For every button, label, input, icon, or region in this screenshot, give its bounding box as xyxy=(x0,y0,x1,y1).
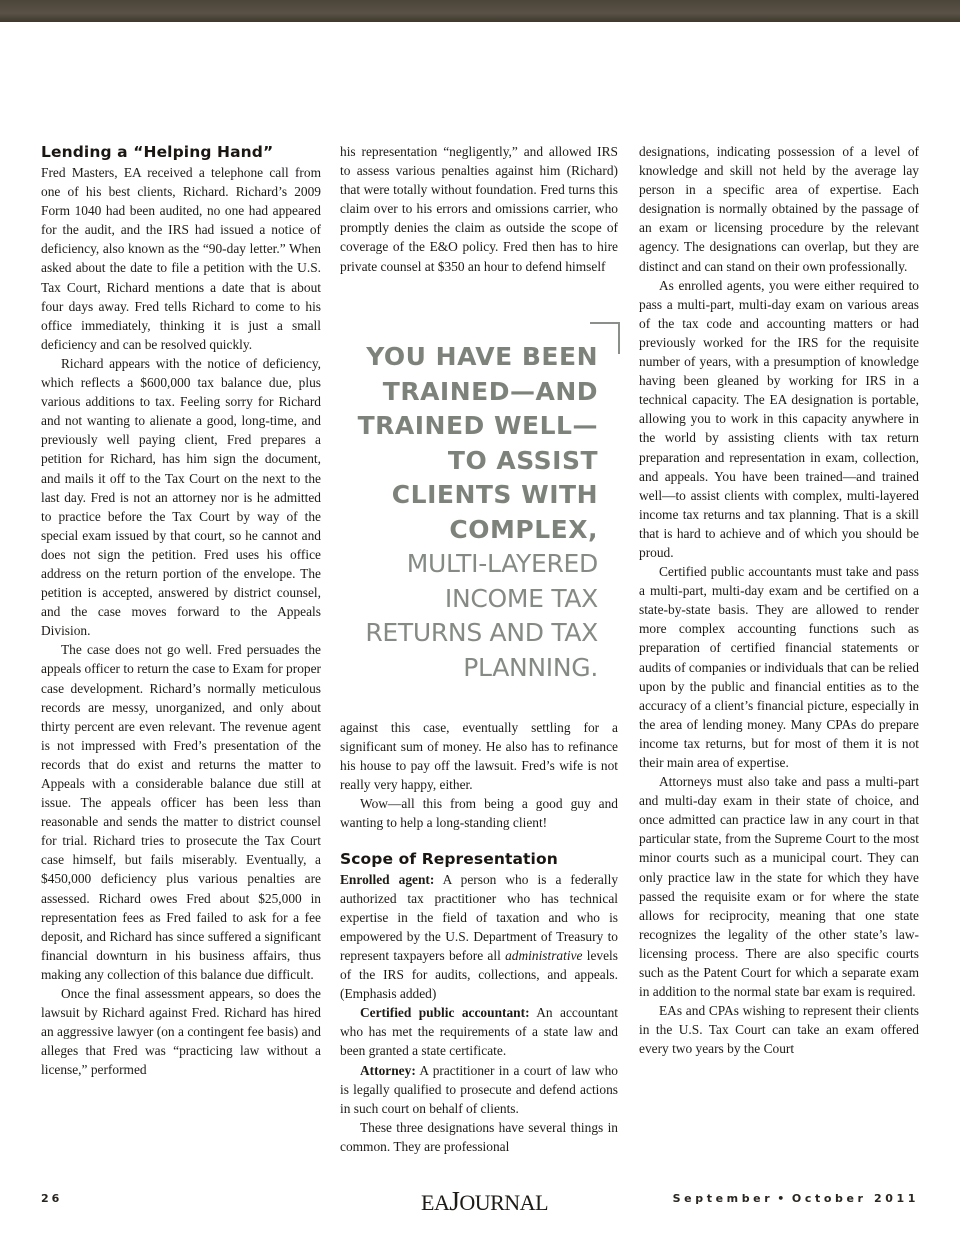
pull-quote-line: TRAINED—AND xyxy=(382,376,598,406)
pull-quote-line: PLANNING. xyxy=(463,652,598,682)
paragraph: Wow—all this from being a good guy and wanting to help a long-standing client! xyxy=(340,796,618,831)
issue-month-start: September xyxy=(672,1192,774,1205)
definition-text: A practitioner in a court of law who is legally qualified to prosecute and defend actions in such court on behalf of clients. xyxy=(340,1062,618,1116)
pull-quote-line: YOU HAVE BEEN xyxy=(366,342,598,371)
separator-dot: • xyxy=(777,1192,788,1205)
paragraph: EAs and CPAs wishing to represent their clients in the U.S. Tax Court can take an exam offered every two years by the Court xyxy=(639,1003,919,1057)
paragraph: Richard appears with the notice of deficiency, which reflects a $600,000 tax balance due, plus various additions to tax. Feeling sorry for Richard and not wanting to alienate a good, long-time, and previously well paying client, Fred prepares a petition for Richard, has him sign the document, and mails it off to the Tax Court on the next to the last day. Fred is not an attorney nor is he admitted to practice before the Tax Court by way of the special exam issued by that court, so he cannot and does not sign the petition. Fred uses his office address on the return portion of the envelope. The petition is accepted, answered by district counsel, and the case moves forward to the Appeals Division. xyxy=(41,355,321,639)
paragraph: Certified public accountants must take and pass a multi-part, multi-day exam and be certified on a state-by-state basis. They are allowed to render more complex accounting functions such as preparation of certified financial statements or audits of companies or individuals that can be relied upon by the public and financial entities as to the accuracy of a client’s financial picture, especially in the area of lending money. Many CPAs do prepare income tax returns, but for most of them it is not their main area of expertise. xyxy=(639,564,919,770)
section-heading: Scope of Representation xyxy=(340,849,558,868)
paragraph: Once the final assessment appears, so does the lawsuit by Richard against Fred. Richard has hired an aggressive lawyer (on a contingent fee basis) and alleges that Fred was “practicing law without a license,” performed xyxy=(41,986,321,1078)
column-1 xyxy=(41,142,321,1080)
pull-quote-line: MULTI-LAYERED xyxy=(406,549,598,578)
pull-quote-text xyxy=(328,340,598,685)
pull-quote-line: RETURNS AND TAX xyxy=(365,618,598,647)
definition-term: Enrolled agent: xyxy=(340,871,435,887)
top-banner xyxy=(0,0,960,22)
paragraph: These three designations have several things in common. They are professional xyxy=(340,1119,618,1154)
section-heading: Lending a “Helping Hand” xyxy=(41,143,274,161)
definition-emphasis: administrative xyxy=(505,947,583,963)
issue-date xyxy=(673,1192,919,1205)
pull-quote-line: TRAINED WELL— xyxy=(357,411,598,440)
paragraph: his representation “negligently,” and allowed IRS to assess various penalties against him (Richard) that were totally without foundation. Fred turns this claim over to his errors and omissions carrier, who promptly denies the claim as outside the scope of coverage of the E&O policy. Fred then has to hire private counsel at $350 an hour to defend himself xyxy=(340,144,618,274)
definition-term: Attorney: xyxy=(360,1062,416,1078)
logo-j: J xyxy=(449,1186,460,1216)
column-3 xyxy=(639,142,919,1059)
paragraph: designations, indicating possession of a level of knowledge and skill not held by the average lay person in a specific area of expertise. Each designation is normally obtained by the passage of an exam or licensing procedure by the relevant agency. The designations can overlap, but they are distinct and can stand on their own professionally. xyxy=(639,144,919,274)
page-number: 26 xyxy=(41,1192,63,1205)
logo-ournal: OURNAL xyxy=(459,1190,549,1215)
issue-month-end: October 2011 xyxy=(791,1192,919,1205)
pull-quote-line: COMPLEX, xyxy=(449,514,598,544)
pull-quote-line: CLIENTS WITH xyxy=(391,480,598,509)
pull-quote-line: TO ASSIST xyxy=(447,445,598,475)
paragraph: Fred Masters, EA received a telephone call from one of his best clients, Richard. Richard’s 2009 Form 1040 had been audited, no one had appeared for the audit, and the IRS had issued a notice of deficiency, also known as the “90-day letter.” When asked about the date to file a petition with the U.S. Tax Court, Richard mentions a date that is about four days away. Fred tells Richard to come to his office immediately, thinking it is just a small deficiency and can be resolved quickly. xyxy=(41,165,321,352)
definition-text: levels of the IRS for audits, collections, and appeals. (Emphasis added) xyxy=(340,947,618,1002)
column-2-top xyxy=(340,142,618,276)
definition-attorney xyxy=(340,1061,618,1118)
column-2-bottom xyxy=(340,718,618,1156)
pull-quote xyxy=(340,322,620,692)
definition-cpa xyxy=(340,1003,618,1060)
paragraph: As enrolled agents, you were either required to pass a multi-part, multi-day exam on various areas of the tax code and accounting matters or had previously worked for the IRS for the requisite number of years, with a presumption of knowledge having been gleaned by working for IRS in a technical capacity. The EA designation is portable, allowing you to work in this capacity anywhere in the world by assisting clients with tax return preparation and representation in exam, collection, and appeals. You have been trained—and trained well—to assist clients with complex, multi-layered income tax returns and tax planning. That is a skill that is hard to achieve and of which you should be proud. xyxy=(639,277,919,560)
journal-logo xyxy=(421,1186,548,1217)
definition-term: Certified public accountant: xyxy=(360,1005,530,1021)
definition-text: An accountant who has met the requirements of a state law and been granted a state certificate. xyxy=(340,1005,618,1059)
definition-enrolled-agent xyxy=(340,870,618,1004)
paragraph: The case does not go well. Fred persuades the appeals officer to return the case to Exam for proper case development. Richard’s normally meticulous records are messy, unorganized, and only about thirty percent are even relevant. The revenue agent is not impressed with Fred’s presentation of the records that do exist and returns the matter to Appeals with a considerable balance due still at issue. The appeals officer has been less than reasonable and sends the matter to district counsel for trial. Richard tries to prosecute the Tax Court case himself, but fails miserably. Eventually, a $450,000 deficiency plus various penalties are assessed. Richard owes Fred about $25,000 in representation fees as Fred failed to ask for a fee deposit, and Richard has since suffered a significant financial downturn in his business affairs, thus making any collection of this balance due difficult. xyxy=(41,642,321,982)
logo-ea: EA xyxy=(421,1190,450,1215)
definition-text: A person who is a federally authorized tax practitioner who has technical expertise in the field of taxation and who is empowered by the U.S. Department of Treasury to represent taxpayers before all xyxy=(340,871,619,963)
pull-quote-line: INCOME TAX xyxy=(444,583,598,613)
paragraph: against this case, eventually settling for a significant sum of money. He also has to refinance his house to pay off the lawsuit. Fred’s wife is not really very happy, either. xyxy=(340,720,618,793)
page-footer xyxy=(0,1186,960,1216)
paragraph: Attorneys must also take and pass a multi-part and multi-day exam in their state of choice, and once admitted can practice law in any court in that particular state, from the Supreme Court to the most minor courts such as a municipal court. They can only practice law in the state for which they have passed the requisite exam or for where the state allows for reciprocity, meaning that one state recognizes the legality of the other state’s law-licensing process. There are also specific courts such as the Patent Court for which a separate exam in addition to the normal state bar exam is required. xyxy=(639,774,919,1000)
